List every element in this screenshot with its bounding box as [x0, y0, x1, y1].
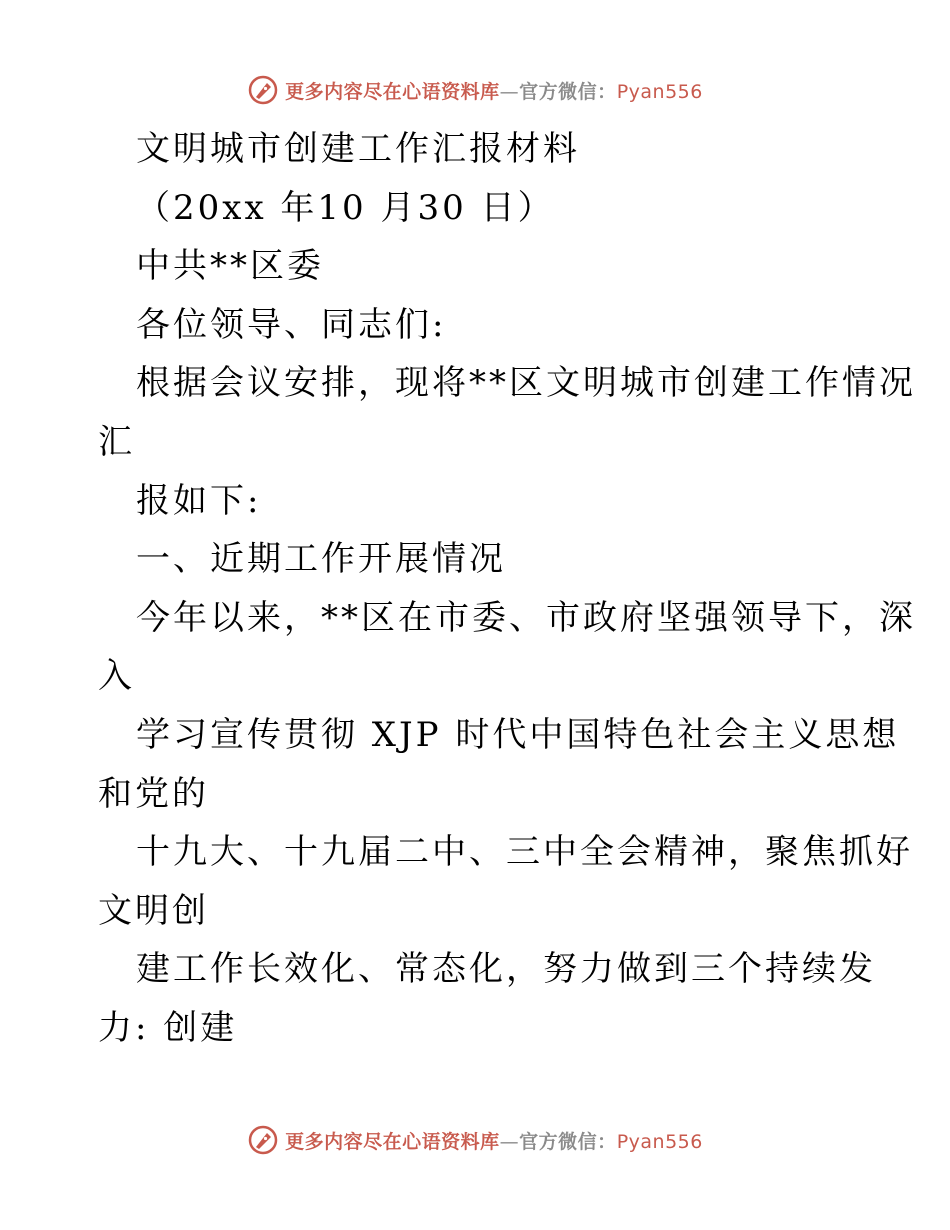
- watermark-dash: —: [499, 1130, 520, 1153]
- paragraph-line: 根据会议安排，现将**区文明城市创建工作情况: [136, 363, 916, 404]
- paragraph-line: 文明城市创建工作汇报材料: [136, 129, 580, 169]
- pen-nib-circle-icon: [247, 74, 279, 106]
- paragraph-line: 今年以来，**区在市委、市政府坚强领导下，深: [136, 597, 916, 638]
- watermark-label: 官方微信：: [519, 1130, 617, 1153]
- paragraph-line: 报如下:: [136, 480, 262, 521]
- footer-watermark: [0, 1120, 950, 1160]
- paragraph-line: 中共**区委: [136, 246, 324, 287]
- document-body: [98, 120, 916, 1058]
- watermark-dash: —: [499, 80, 520, 103]
- watermark-text: [285, 77, 703, 104]
- watermark-brand: 更多内容尽在心语资料库: [285, 1130, 500, 1153]
- paragraph-line: （20xx 年10 月30 日）: [136, 187, 555, 228]
- watermark-brand: 更多内容尽在心语资料库: [285, 80, 500, 103]
- paragraph-line: 力: 创建: [98, 1007, 238, 1048]
- header-watermark: [0, 70, 950, 110]
- watermark-wechat-id: Pyan556: [616, 80, 703, 103]
- watermark-text: [285, 1127, 703, 1154]
- paragraph-line: 十九大、十九届二中、三中全会精神，聚焦抓好: [136, 832, 913, 873]
- paragraph-line: 学习宣传贯彻 XJP 时代中国特色社会主义思想: [136, 714, 900, 755]
- pen-nib-circle-icon: [247, 1124, 279, 1156]
- paragraph-line: 各位领导、同志们:: [136, 304, 447, 345]
- paragraph-line: 文明创: [98, 890, 209, 931]
- watermark-wechat-id: Pyan556: [616, 1130, 703, 1153]
- watermark-label: 官方微信：: [519, 80, 617, 103]
- paragraph-line: 汇: [98, 421, 135, 462]
- paragraph-line: 入: [98, 656, 135, 697]
- paragraph-line: 和党的: [98, 773, 209, 814]
- paragraph-line: 一、近期工作开展情况: [136, 539, 506, 580]
- paragraph-line: 建工作长效化、常态化，努力做到三个持续发: [136, 949, 876, 990]
